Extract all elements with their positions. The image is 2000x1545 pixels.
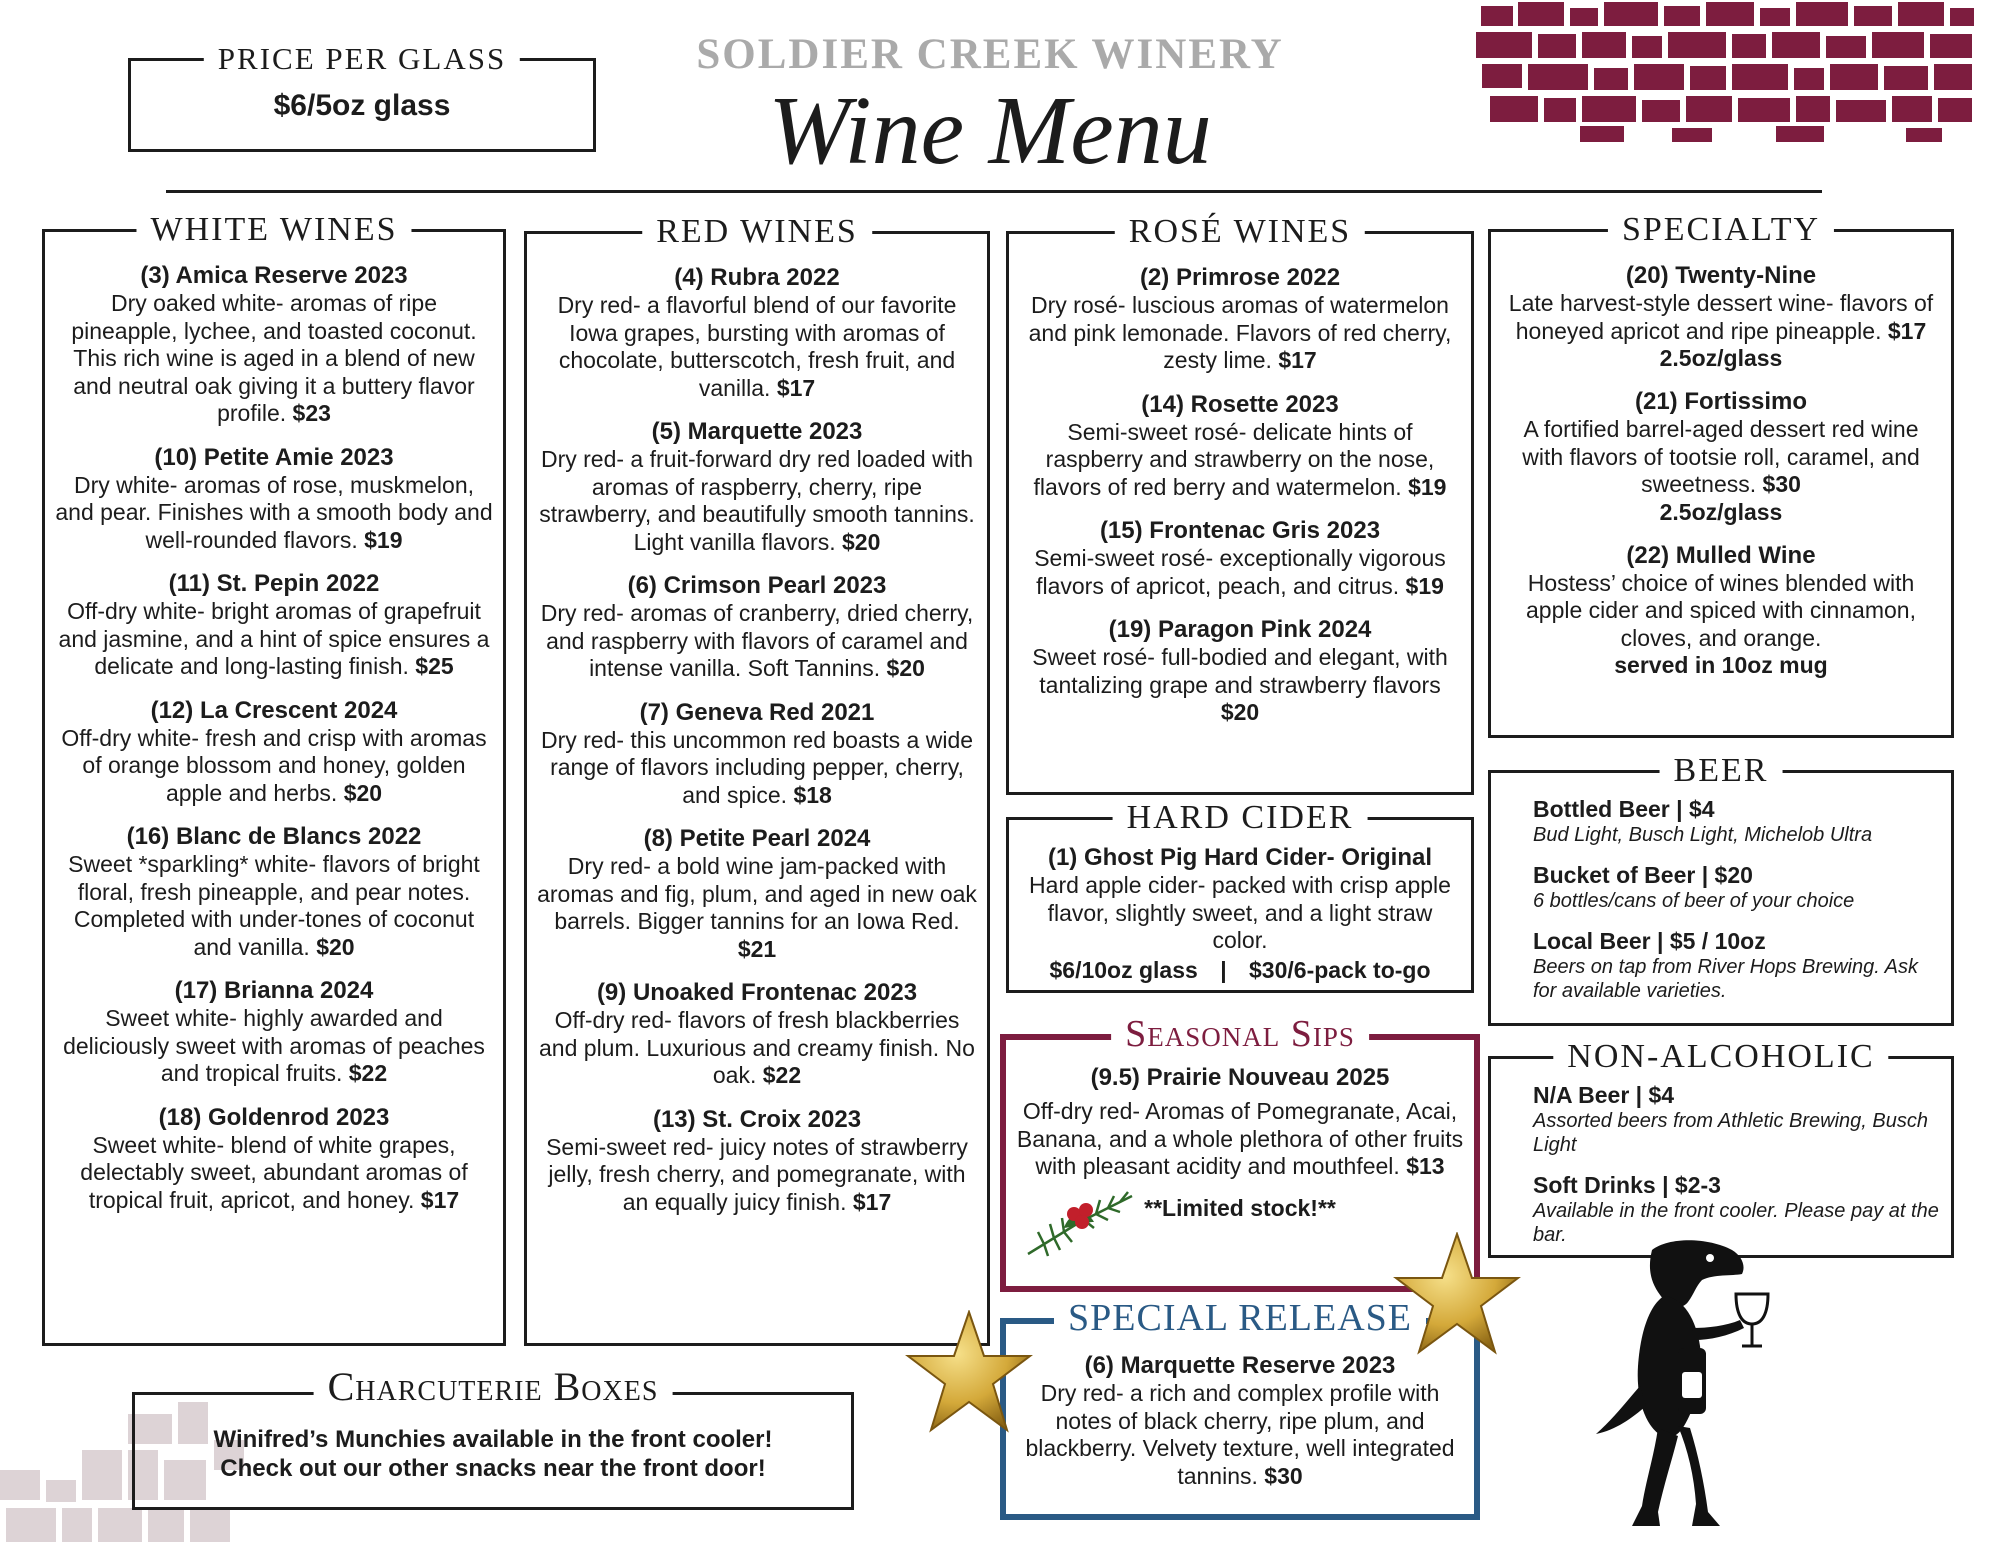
wine-description — [537, 292, 977, 402]
wine-desc-text: Hostess’ choice of wines blended with apple cider and spiced with cinnamon, cloves, and orange. — [1526, 569, 1916, 651]
beverage-description: Available in the front cooler. Please pay at the bar. — [1533, 1200, 1939, 1246]
wine-name: (20) Twenty-Nine — [1625, 262, 1817, 289]
wine-name: (18) Goldenrod 2023 — [158, 1103, 390, 1131]
wine-item — [1019, 616, 1461, 727]
rose-wines-list — [1019, 264, 1461, 743]
hard-cider-section — [1006, 799, 1474, 993]
wine-desc-text: Dry red- a fruit-forward dry red loaded with aromas of raspberry, cherry, ripe strawberry, and beautifully smooth tannins. Light vanilla flavors. — [539, 446, 975, 555]
wine-description — [55, 1005, 493, 1088]
beverage-name: Local Beer | $5 / 10oz — [1533, 928, 1766, 954]
wine-desc-text: Semi-sweet rosé- exceptionally vigorous flavors of apricot, peach, and citrus. — [1034, 545, 1446, 599]
red-wines-section — [524, 213, 990, 1346]
wine-name: (19) Paragon Pink 2024 — [1108, 616, 1372, 643]
wine-price: $20 — [1220, 699, 1260, 725]
beverage-item — [1533, 795, 1939, 847]
beverage-item — [1533, 861, 1939, 913]
seasonal-description — [1016, 1098, 1464, 1181]
special-release-price: $30 — [1264, 1462, 1303, 1489]
wine-description — [1019, 292, 1461, 375]
wine-price: $18 — [793, 781, 832, 808]
beverage-description: Beers on tap from River Hops Brewing. Ask for available varieties. — [1533, 956, 1918, 1002]
price-box-title: PRICE PER GLASS — [204, 37, 520, 81]
wine-item — [1501, 542, 1941, 680]
wine-price: $17 — [776, 374, 816, 401]
header-rule — [166, 190, 1822, 193]
wine-price: $22 — [762, 1062, 802, 1088]
non-alcoholic-section — [1488, 1038, 1954, 1258]
white-wines-section — [42, 211, 506, 1346]
wine-desc-text: Sweet white- blend of white grapes, delectably sweet, abundant aromas of tropical fruit, apricot, and honey. — [80, 1131, 468, 1213]
wine-desc-text: Dry red- this uncommon red boasts a wide range of flavors including pepper, cherry, and spice. — [540, 726, 974, 808]
cider-price-glass: $6/10oz glass — [1049, 956, 1198, 983]
cider-price-pack: $30/6-pack to-go — [1249, 956, 1431, 983]
cider-prices — [1019, 957, 1461, 984]
wine-price: $17 — [1887, 317, 1927, 344]
wine-desc-text: A fortified barrel-aged dessert red wine with flavors of tootsie roll, caramel, and sweetness. — [1522, 416, 1920, 497]
specialty-section — [1488, 211, 1954, 738]
wine-desc-text: Sweet white- highly awarded and deliciously sweet with aromas of peaches and tropical fruits. — [63, 1005, 485, 1086]
wine-name: (13) St. Croix 2023 — [652, 1105, 862, 1133]
wine-item — [55, 977, 493, 1088]
wine-item — [1019, 264, 1461, 375]
seasonal-sips-title: Seasonal Sips — [1111, 1012, 1369, 1056]
wine-item — [55, 823, 493, 961]
rose-wines-section — [1006, 213, 1474, 795]
wine-description — [537, 1134, 977, 1217]
wine-description — [55, 851, 493, 961]
non-alcoholic-list — [1533, 1081, 1939, 1261]
wine-description — [537, 727, 977, 810]
specialty-title: SPECIALTY — [1608, 208, 1834, 252]
wine-item — [537, 418, 977, 556]
wine-item — [55, 444, 493, 555]
special-release-description — [1016, 1380, 1464, 1490]
wine-price: $20 — [343, 779, 383, 806]
wine-desc-text: Semi-sweet rosé- delicate hints of raspberry and strawberry on the nose, flavors of red berry and watermelon. — [1033, 418, 1435, 500]
beer-title: BEER — [1660, 749, 1783, 793]
special-release-name: (6) Marquette Reserve 2023 — [1084, 1352, 1396, 1379]
seasonal-name: (9.5) Prairie Nouveau 2025 — [1090, 1064, 1390, 1091]
white-wines-list — [55, 262, 493, 1230]
wine-name: (15) Frontenac Gris 2023 — [1099, 517, 1381, 544]
wine-description — [537, 1007, 977, 1090]
wine-name: (10) Petite Amie 2023 — [154, 443, 394, 471]
hard-cider-title: HARD CIDER — [1113, 796, 1368, 840]
wine-item — [55, 1104, 493, 1215]
wine-price: $20 — [316, 933, 355, 960]
wine-name: (12) La Crescent 2024 — [150, 696, 398, 724]
wine-item — [55, 697, 493, 808]
wine-desc-text: Sweet rosé- full-bodied and elegant, with tantalizing grape and strawberry flavors — [1032, 644, 1448, 698]
wine-description — [1019, 419, 1461, 502]
beer-section — [1488, 752, 1954, 1026]
wine-item — [537, 699, 977, 810]
red-wines-title: RED WINES — [642, 210, 872, 254]
wine-desc-text: Off-dry white- bright aromas of grapefruit and jasmine, and a hint of spice ensures a delicate and long-lasting finish. — [58, 598, 490, 679]
wine-description — [1501, 570, 1941, 653]
wine-name: (9) Unoaked Frontenac 2023 — [596, 979, 918, 1006]
wine-item — [537, 264, 977, 402]
white-wines-title: WHITE WINES — [136, 208, 411, 252]
price-per-glass-box — [128, 41, 596, 152]
wine-desc-text: Dry white- aromas of rose, muskmelon, and pear. Finishes with a smooth body and well-rounded flavors. — [55, 471, 493, 553]
wine-description — [1501, 290, 1941, 345]
wine-desc-text: Dry red- a flavorful blend of our favorite Iowa grapes, bursting with aromas of chocolate, butterscotch, fresh fruit, and vanilla. — [557, 292, 957, 401]
wine-price: $23 — [292, 400, 331, 426]
wine-name: (14) Rosette 2023 — [1141, 390, 1339, 418]
wine-name: (6) Crimson Pearl 2023 — [627, 572, 887, 599]
cider-price-separator: | — [1220, 956, 1227, 983]
wine-name: (2) Primrose 2022 — [1139, 264, 1341, 291]
charcuterie-line-1: Winifred’s Munchies available in the front cooler! — [213, 1426, 773, 1453]
wine-desc-text: Semi-sweet red- juicy notes of strawberry jelly, fresh cherry, and pomegranate, with an equally juicy finish. — [546, 1133, 968, 1215]
wine-desc-text: Dry rosé- luscious aromas of watermelon and pink lemonade. Flavors of red cherry, zesty lime. — [1028, 292, 1452, 373]
charcuterie-title: Charcuterie Boxes — [314, 1361, 673, 1413]
wine-item — [1019, 391, 1461, 502]
wine-price: $21 — [737, 935, 777, 962]
wine-price: $25 — [415, 653, 454, 679]
wine-description — [1019, 545, 1461, 600]
mosaic-logo — [1476, 0, 1976, 146]
wine-desc-text: Off-dry white- fresh and crisp with aromas of orange blossom and honey, golden apple and herbs. — [61, 724, 487, 806]
beverage-name: Bottled Beer | $4 — [1533, 796, 1715, 822]
wine-description — [55, 598, 493, 681]
wine-description — [55, 725, 493, 808]
wine-name: (11) St. Pepin 2022 — [168, 570, 380, 597]
wine-price: $17 — [852, 1188, 892, 1215]
wine-description — [537, 853, 977, 963]
hard-cider-item — [1019, 844, 1461, 984]
red-wines-list — [537, 264, 977, 1232]
wine-description — [55, 472, 493, 555]
wine-item — [55, 570, 493, 681]
non-alcoholic-title: NON-ALCOHOLIC — [1553, 1035, 1888, 1079]
charcuterie-line-2: Check out our other snacks near the front door! — [220, 1455, 766, 1482]
special-release-desc-text: Dry red- a rich and complex profile with notes of black cherry, ripe plum, and blackberry. Velvety texture, well integrated tannins. — [1025, 1380, 1455, 1489]
wine-name: (8) Petite Pearl 2024 — [643, 825, 871, 852]
charcuterie-section — [132, 1364, 854, 1510]
wine-item — [537, 1106, 977, 1217]
wine-price: $17 — [420, 1186, 460, 1213]
special-release-item — [1016, 1352, 1464, 1490]
wine-item — [537, 572, 977, 683]
wine-price: $19 — [1405, 572, 1444, 599]
wine-price: $19 — [364, 526, 403, 553]
page-title: Wine Menu — [768, 77, 1212, 185]
charcuterie-text — [135, 1425, 851, 1483]
gold-star-icon — [904, 1310, 1034, 1434]
holly-icon — [1024, 1188, 1136, 1258]
wine-desc-text: Off-dry red- flavors of fresh blackberries and plum. Luxurious and creamy finish. No oak. — [539, 1007, 975, 1088]
wine-item — [537, 979, 977, 1090]
t-rex-wine-mascot — [1592, 1236, 1832, 1536]
seasonal-desc-text: Off-dry red- Aromas of Pomegranate, Acai, Banana, and a whole plethora of other fruits with pleasant acidity and mouthfeel. — [1016, 1098, 1464, 1179]
beverage-description: Assorted beers from Athletic Brewing, Busch Light — [1533, 1110, 1928, 1156]
seasonal-note: **Limited stock!** — [1144, 1194, 1336, 1221]
beer-list — [1533, 795, 1939, 1017]
special-release-title: SPECIAL RELEASE — [1054, 1296, 1426, 1340]
wine-name: (16) Blanc de Blancs 2022 — [126, 823, 422, 850]
cider-description: Hard apple cider- packed with crisp apple flavor, slightly sweet, and a light straw color. — [1029, 872, 1451, 953]
wine-description — [1019, 644, 1461, 727]
wine-name: (22) Mulled Wine — [1626, 541, 1816, 569]
wine-desc-text: Dry oaked white- aromas of ripe pineapple, lychee, and toasted coconut. This rich wine is aged in a blend of new and neutral oak giving it a buttery flavor profile. — [71, 290, 477, 426]
wine-description — [1501, 416, 1941, 499]
wine-name: (21) Fortissimo — [1634, 388, 1808, 415]
price-box-value: $6/5oz glass — [273, 89, 451, 122]
wine-description — [55, 290, 493, 428]
wine-description — [537, 600, 977, 683]
wine-name: (17) Brianna 2024 — [174, 977, 374, 1004]
wine-price: $20 — [842, 528, 881, 555]
wine-desc-text: Late harvest-style dessert wine- flavors of honeyed apricot and ripe pineapple. — [1508, 290, 1934, 344]
beverage-item — [1533, 1081, 1939, 1157]
specialty-list — [1501, 262, 1941, 695]
wine-price: $22 — [348, 1060, 388, 1086]
beverage-description: 6 bottles/cans of beer of your choice — [1533, 890, 1855, 912]
wine-item — [1501, 262, 1941, 372]
rose-wines-title: ROSÉ WINES — [1115, 210, 1365, 254]
beverage-name: N/A Beer | $4 — [1533, 1082, 1675, 1108]
wine-desc-text: Dry red- aromas of cranberry, dried cherry, and raspberry with flavors of caramel and intense vanilla. Soft Tannins. — [540, 600, 974, 681]
wine-name: (7) Geneva Red 2021 — [639, 698, 875, 726]
wine-item — [1501, 388, 1941, 526]
wine-name: (4) Rubra 2022 — [674, 264, 840, 291]
wine-price: $20 — [886, 655, 925, 681]
wine-price: $19 — [1408, 473, 1447, 500]
wine-item — [55, 262, 493, 428]
winery-name: SOLDIER CREEK WINERY — [696, 31, 1284, 78]
seasonal-price: $13 — [1406, 1153, 1445, 1179]
serving-note: 2.5oz/glass — [1659, 345, 1783, 371]
wine-item — [1019, 517, 1461, 600]
serving-note: served in 10oz mug — [1614, 652, 1828, 678]
wine-description — [55, 1132, 493, 1215]
beverage-description: Bud Light, Busch Light, Michelob Ultra — [1533, 824, 1873, 846]
serving-note: 2.5oz/glass — [1659, 498, 1783, 525]
wine-item — [537, 825, 977, 963]
wine-price: $30 — [1762, 471, 1801, 497]
wine-desc-text: Sweet *sparkling* white- flavors of bright floral, fresh pineapple, and pear notes. Completed with under-tones of coconut and vanilla. — [68, 851, 480, 960]
wine-description — [537, 446, 977, 556]
wine-desc-text: Dry red- a bold wine jam-packed with aromas and fig, plum, and aged in new oak barrels. Bigger tannins for an Iowa Red. — [537, 853, 977, 934]
beverage-name: Soft Drinks | $2-3 — [1533, 1172, 1721, 1198]
cider-name: (1) Ghost Pig Hard Cider- Original — [1047, 844, 1433, 871]
wine-price: $17 — [1278, 347, 1317, 373]
beverage-name: Bucket of Beer | $20 — [1533, 862, 1753, 888]
beverage-item — [1533, 927, 1939, 1003]
wine-name: (3) Amica Reserve 2023 — [140, 262, 408, 289]
wine-name: (5) Marquette 2023 — [651, 418, 863, 445]
